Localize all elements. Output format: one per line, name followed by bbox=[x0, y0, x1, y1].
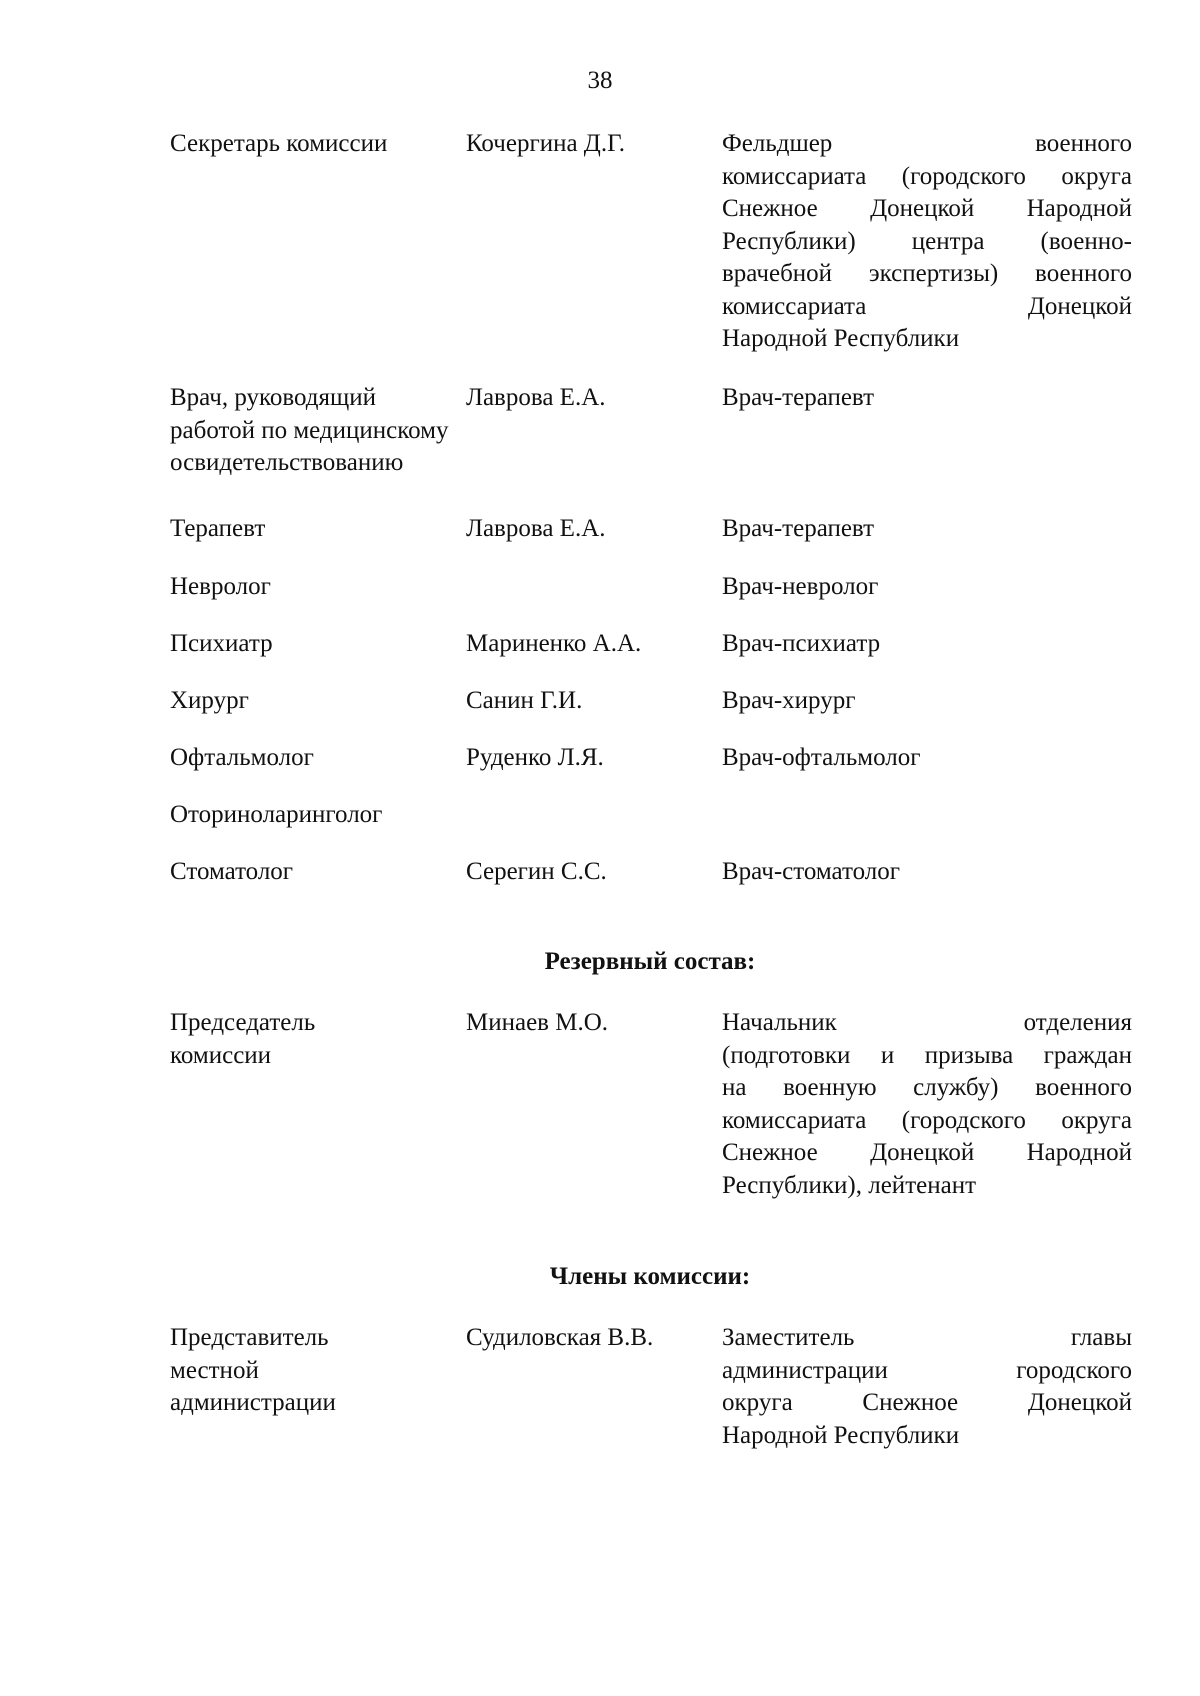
position-text bbox=[722, 571, 1132, 604]
position-line: Заместитель главы bbox=[722, 1324, 1132, 1351]
position-line: (подготовки и призыва граждан bbox=[722, 1041, 1132, 1069]
position-line: Народной Республики bbox=[722, 1421, 960, 1449]
position-line: Снежное Донецкой Народной bbox=[722, 195, 1132, 222]
person-name: Лаврова Е.А. bbox=[466, 515, 606, 542]
position-text bbox=[722, 856, 1132, 889]
person-name: Минаев М.О. bbox=[466, 1009, 609, 1036]
role-label: Врач, руководящий работой по медицинскому освидетельствованию bbox=[170, 384, 449, 476]
role-label: Хирург bbox=[170, 687, 249, 714]
person-name: Серегин С.С. bbox=[466, 858, 607, 885]
position-line: комиссариата Донецкой bbox=[722, 292, 1132, 320]
role-label: Терапевт bbox=[170, 515, 266, 542]
position-line: Врач-хирург bbox=[722, 687, 856, 714]
position-text bbox=[722, 628, 1132, 661]
page-number: 38 bbox=[587, 67, 613, 94]
position-line: Республики), лейтенант bbox=[722, 1171, 976, 1199]
reserve-heading: Резервный состав: bbox=[544, 948, 756, 975]
role-label: Представитель местной администрации bbox=[170, 1324, 336, 1416]
position-text bbox=[722, 685, 1132, 718]
position-line: Врач-невролог bbox=[722, 573, 879, 600]
position-text bbox=[722, 1322, 1132, 1452]
position-line: врачебной экспертизы) военного bbox=[722, 260, 1132, 287]
position-line: комиссариата (городского округа bbox=[722, 162, 1132, 190]
position-text bbox=[722, 382, 1132, 415]
role-label: Психиатр bbox=[170, 630, 273, 657]
position-line: Снежное Донецкой Народной bbox=[722, 1139, 1132, 1166]
position-line: Врач-терапевт bbox=[722, 515, 875, 542]
role-label: Секретарь комиссии bbox=[170, 130, 388, 157]
position-line: Народной Республики bbox=[722, 325, 960, 352]
person-name: Санин Г.И. bbox=[466, 687, 583, 714]
position-text bbox=[722, 742, 1132, 775]
position-line: администрации городского bbox=[722, 1356, 1132, 1384]
role-label: Оториноларинголог bbox=[170, 801, 383, 828]
position-text bbox=[722, 1007, 1132, 1202]
position-line: Начальник отделения bbox=[722, 1009, 1132, 1036]
position-line: комиссариата (городского округа bbox=[722, 1106, 1132, 1134]
position-line: Врач-психиатр bbox=[722, 630, 881, 657]
role-label: Невролог bbox=[170, 573, 271, 600]
person-name: Лаврова Е.А. bbox=[466, 384, 606, 411]
position-line: Врач-стоматолог bbox=[722, 858, 900, 885]
person-name: Кочергина Д.Г. bbox=[466, 130, 625, 157]
role-label: Председатель комиссии bbox=[170, 1009, 316, 1069]
position-line: округа Снежное Донецкой bbox=[722, 1389, 1132, 1416]
person-name: Мариненко А.А. bbox=[466, 630, 642, 657]
position-line: Республики) центра (военно- bbox=[722, 227, 1132, 255]
role-label: Стоматолог bbox=[170, 858, 294, 885]
role-label: Офтальмолог bbox=[170, 744, 314, 771]
position-line: Фельдшер военного bbox=[722, 130, 1132, 157]
person-name: Руденко Л.Я. bbox=[466, 744, 604, 771]
position-line: Врач-офтальмолог bbox=[722, 744, 921, 771]
members-heading: Члены комиссии: bbox=[549, 1263, 751, 1290]
position-text bbox=[722, 128, 1132, 356]
position-line: на военную службу) военного bbox=[722, 1074, 1132, 1101]
position-line: Врач-терапевт bbox=[722, 384, 875, 411]
position-text bbox=[722, 513, 1132, 546]
person-name: Судиловская В.В. bbox=[466, 1324, 654, 1351]
